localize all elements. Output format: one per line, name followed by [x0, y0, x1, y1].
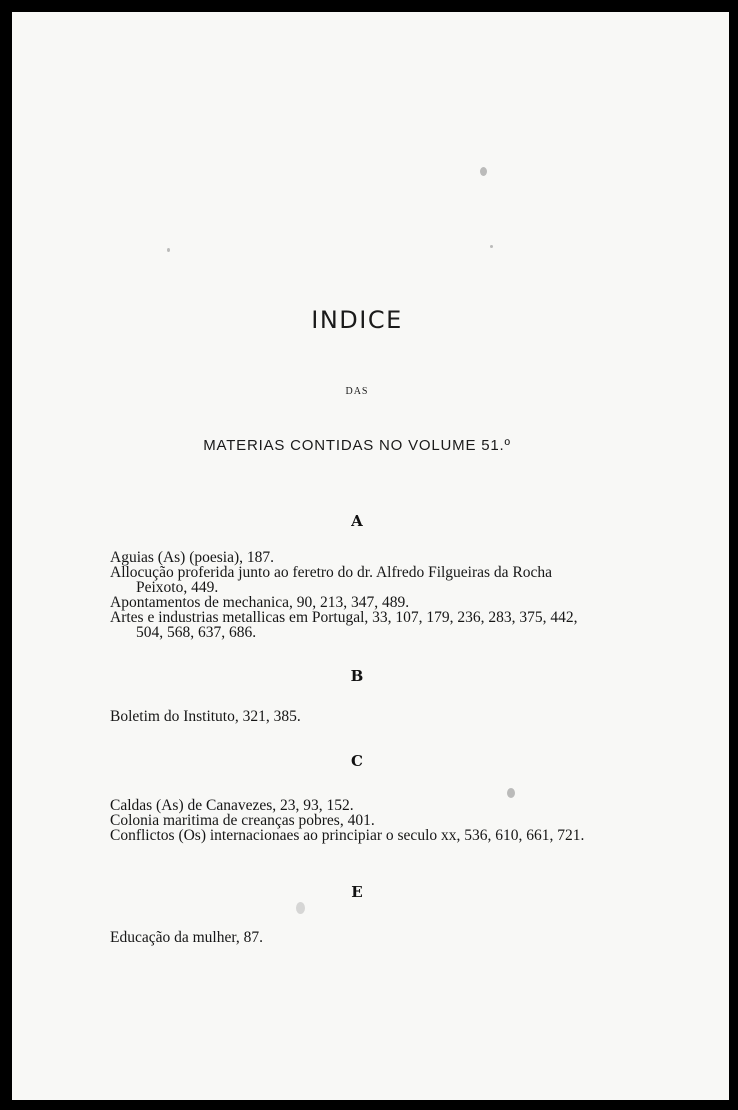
index-entry: Boletim do Instituto, 321, 385.	[110, 708, 301, 725]
section-letter-b: B	[350, 667, 364, 685]
ink-spot	[296, 902, 305, 914]
section-c-entries	[110, 798, 596, 843]
index-entry: Conflictos (Os) internacionaes ao principiar o seculo xx, 536, 610, 661, 721.	[110, 827, 585, 844]
index-entry: Caldas (As) de Canavezes, 23, 93, 152.	[110, 797, 354, 814]
section-letter-a: A	[351, 512, 363, 530]
page-title: INDICE	[311, 306, 403, 334]
section-e-entries	[110, 930, 596, 945]
section-a-entries	[110, 550, 596, 640]
page-subtitle: MATERIAS CONTIDAS NO VOLUME 51.º	[203, 437, 511, 454]
title-connector: DAS	[345, 386, 369, 397]
index-entry: Allocução proferida junto ao feretro do dr. Alfredo Filgueiras da Rocha Peixoto, 449.	[110, 564, 553, 596]
section-letter-e: E	[351, 883, 363, 901]
index-entry: Apontamentos de mechanica, 90, 213, 347, 489.	[110, 594, 410, 611]
section-letter-c: C	[351, 752, 363, 770]
ink-spot	[490, 245, 493, 248]
index-entry: Aguias (As) (poesia), 187.	[110, 549, 275, 566]
ink-spot	[507, 788, 515, 798]
section-b-entries	[110, 709, 596, 724]
ink-spot	[167, 248, 170, 252]
index-entry: Colonia maritima de creanças pobres, 401.	[110, 812, 375, 829]
index-entry: Educação da mulher, 87.	[110, 929, 264, 946]
ink-spot	[480, 167, 487, 176]
index-entry: Artes e industrias metallicas em Portugal, 33, 107, 179, 236, 283, 375, 442, 504, 568, 637, 686.	[110, 609, 578, 641]
